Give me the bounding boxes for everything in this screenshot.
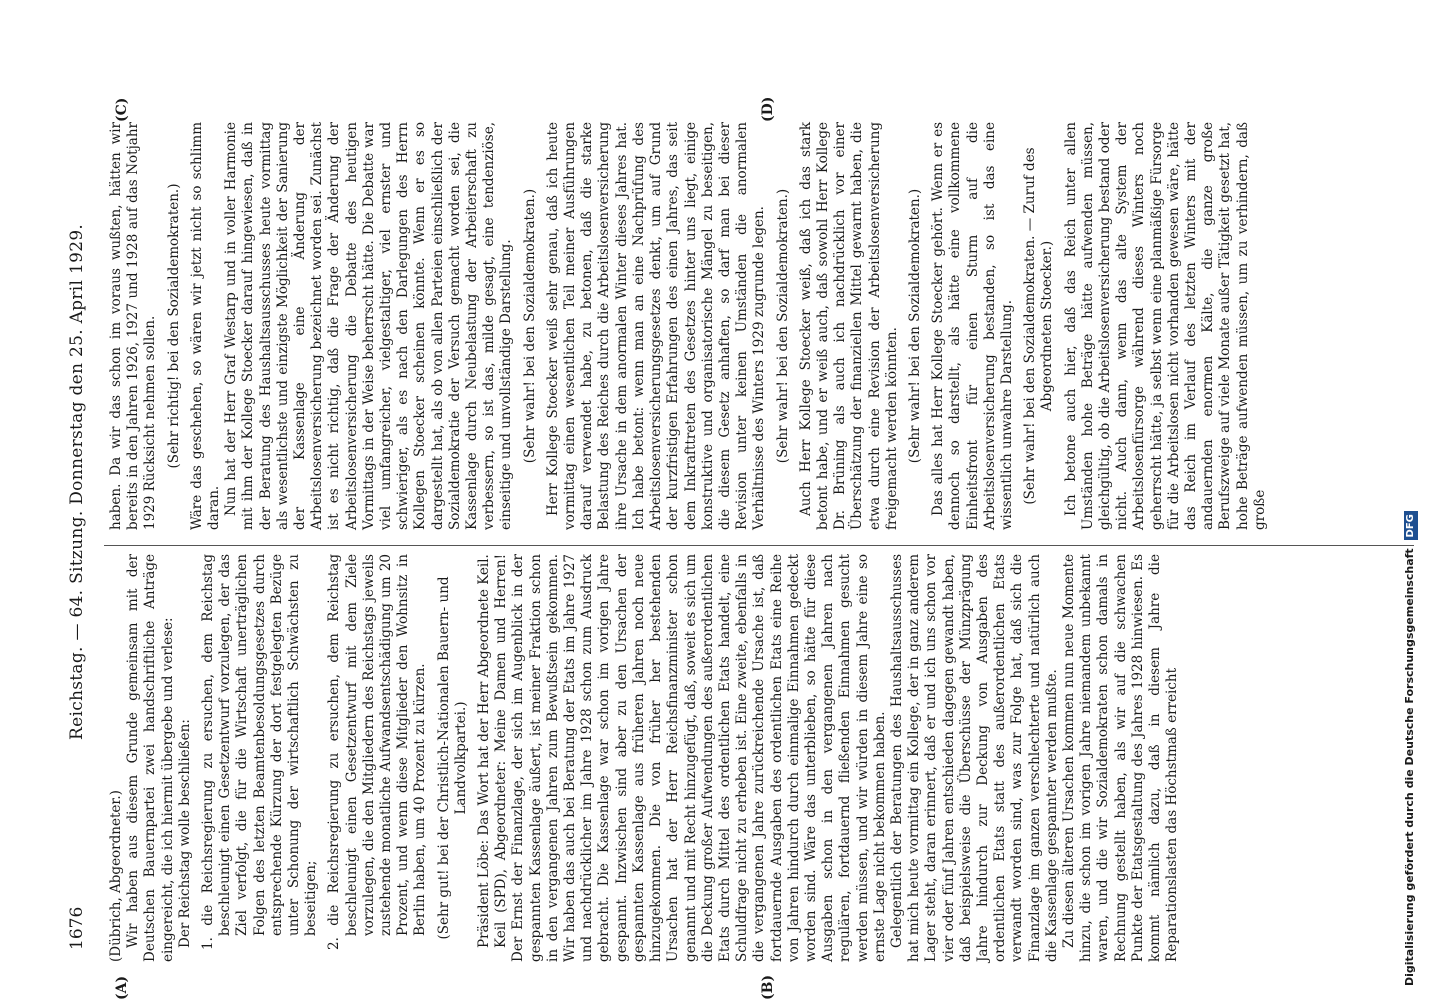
right-column-paragraph: (Sehr richtig! bei den Sozialdemokraten.): [165, 183, 182, 469]
right-column-paragraph: Herr Kollege Stoecker weiß sehr genau, daß ich heute vormittag einen wesentlichen Teil meiner Ausführungen darauf verwendet habe, zu betonen, daß die starke Belastung des Reiches durch die Arbeitslosenversicherung ihre Ursache in dem anormalen Winter dieses Jahres hat. Ich habe betont: wenn man an eine Nachprüfung des Arbeitslosenversicherungsgesetzes denkt, um auf Grund der kurzfristigen Erfahrungen des einen Jahres, das seit dem Inkrafttreten des Gesetzes hinter uns liegt, einige konstruktive und organisatorische Mängel zu beseitigen, die diesem Gesetz anhaften, so darf man bei dieser Revision unter keinen Umständen die anormalen Verhältnisse des Winters 1929 zugrunde legen.: [544, 122, 768, 530]
page-number: 1676: [67, 906, 87, 950]
dfg-logo: DFG: [1404, 511, 1418, 540]
right-column-paragraph: (Sehr wahr! bei den Sozialdemokraten.): [521, 188, 538, 464]
left-column: [108, 554, 1181, 962]
left-column-paragraph: 2. die Reichsregierung zu ersuchen, dem Reichstag beschleunigt einen Gesetzentwurf mit dem Ziele vorzulegen, die den Mitgliedern des Reichstags jeweils zustehende monatliche Aufwandsentschädigung um 20 Prozent, und wenn diese Mitglieder den Wohnsitz in Berlin haben, um 40 Prozent zu kürzen.: [326, 554, 429, 950]
margin-marker-a: (A): [114, 975, 130, 1000]
document-page: [60, 96, 1420, 1000]
left-column-paragraph: 1. die Reichsregierung zu ersuchen, dem Reichstag beschleunigt einen Gesetzentwurf vorzulegen, der das Ziel verfolgt, die für die Wirtschaft unerträglichen Folgen des letzten Beamtenbesoldungsgesetzes durch entsprechende Kürzung der dort festgelegten Bezüge unter Schonung der wirtschaftlich Schwächsten zu beseitigen;: [200, 554, 320, 950]
margin-marker-d: (D): [760, 96, 776, 122]
right-column-paragraph: (Sehr wahr! bei den Sozialdemokraten.): [906, 188, 923, 464]
left-column-paragraph: (Dübrich, Abgeordneter.): [108, 790, 124, 962]
left-column-paragraph: Der Reichstag wolle beschließen:: [176, 719, 193, 948]
right-column-paragraph: (Sehr wahr! bei den Sozialdemokraten.): [774, 188, 791, 464]
page-header: [60, 130, 94, 950]
right-column: [108, 122, 1269, 530]
left-column-paragraph: Keil (SPD), Abgeordneter: Meine Damen und Herren! Der Ernst der Finanzlage, der sich im Augenblick in der gespannten Kassenlage äußert, ist meiner Fraktion schon in den vergangenen Jahren zum Bewußtsein gekommen. Wir haben das auch bei Beratung der Etats im Jahre 1927 und nachdrücklicher im Jahre 1928 schon zum Ausdruck gebracht. Die Kassenlage war schon im vorigen Jahre gespannt. Inzwischen sind aber zu den Ursachen der gespannten Kassenlage aus früheren Jahren noch neue hinzugekommen. Die von früher her bestehenden Ursachen hat der Herr Reichsfinanzminister schon genannt und mit Recht hinzugefügt, daß, soweit es sich um die Deckung großer Aufwendungen des außerordentlichen Etats durch Mittel des ordentlichen Etats handelt, eine Schuldfrage nicht zu erheben ist. Eine zweite, ebenfalls in die vergangenen Jahre zurückreichende Ursache ist, daß fortdauernde Ausgaben des ordentlichen Etats eine Reihe von Jahren hindurch durch einmalige Einnahmen gedeckt worden sind. Wäre das unterblieben, so hätte für diese Ausgaben schon in den vergangenen Jahren nach regulären, fortdauernd fließenden Einnahmen gesucht werden müssen, und wir würden in diesem Jahre eine so ernste Lage nicht bekommen haben.: [493, 554, 888, 962]
page-title: Reichstag. — 64. Sitzung. Donnerstag den 25. April 1929.: [67, 223, 87, 740]
right-column-paragraph: Ich betone auch hier, daß das Reich unter allen Umständen hohe Beträge hätte aufwenden müssen, gleichgültig, ob die Arbeitslosenversicherung bestand oder nicht. Auch dann, wenn das alte System der Arbeitslosenfürsorge während dieses Winters noch geherrscht hätte, ja selbst wenn eine planmäßige Fürsorge für die Arbeitslosen nicht vorhanden gewesen wäre, hätte das Reich im Verlauf des letzten Winters mit der andauernden enormen Kälte, die ganze große Berufszweige auf viele Monate außer Tätigkeit gesetzt hat, hohe Beträge aufwenden müssen, um zu verhindern, daß große: [1062, 122, 1268, 530]
digitization-credit: [1394, 8, 1426, 992]
right-column-paragraph: Auch Herr Kollege Stoecker weiß, daß ich das stark betont habe, und er weiß auch, daß sowohl Herr Kollege Dr. Brüning als auch ich nachdrücklich vor einer Überschätzung der finanziellen Mittel gewarnt haben, die etwa durch eine Revision der Arbeitslosenversicherung freigemacht werden könnten.: [797, 122, 900, 530]
right-column-paragraph: Nun hat der Herr Graf Westarp und in voller Harmonie mit ihm der Kollege Stoecker darauf hingewiesen, daß in der Beratung des Haushaltsausschusses heute vormittag als wesentlichste und einzigste Möglichkeit der Sanierung der Kassenlage eine Änderung der Arbeitslosenversicherung bezeichnet worden sei. Zunächst ist es nicht richtig, daß die Frage der Änderung der Arbeitslosenversicherung die Debatte des heutigen Vormittags in der Weise beherrscht hätte. Die Debatte war viel umfangreicher, vielgestaltiger, viel ernster und schwieriger, als es nach den Darlegungen des Herrn Kollegen Stoecker scheinen könnte. Wenn er es so dargestellt hat, als ob von allen Parteien einschließlich der Sozialdemokratie der Versuch gemacht worden sei, die Kassenlage durch Neubelastung der Arbeiterschaft zu verbessern, so ist das, milde gesagt, eine tendenziöse, einseitige und unvollständige Darstellung.: [223, 122, 515, 530]
column-divider: [104, 545, 1414, 546]
left-column-paragraph: Wir haben aus diesem Grunde gemeinsam mit der Deutschen Bauernpartei zwei handschriftliche Anträge eingereicht, die ich hiermit übergebe und verlese:: [125, 554, 176, 962]
credit-text: Digitalisierung gefördert durch die Deutsche Forschungsgemeinschaft: [1403, 548, 1416, 986]
left-column-paragraph: Präsident Löbe: Das Wort hat der Herr Abgeordnete Keil.: [476, 554, 493, 948]
left-column-paragraph: Zu diesen älteren Ursachen kommen nun neue Momente hinzu, die schon im vorigen Jahre niemandem unbekannt waren, und die wir Sozialdemokraten schon damals in Rechnung gestellt haben, als wir auf die schwachen Punkte der Etatsgestaltung des Jahres 1928 hinwiesen. Es kommt nämlich dazu, daß in diesem Jahre die Reparationslasten das Höchstmaß erreicht: [1060, 554, 1181, 962]
right-column-paragraph: Wäre das geschehen, so wären wir jetzt nicht so schlimm daran.: [188, 122, 223, 530]
margin-marker-c: (C): [114, 97, 130, 122]
right-column-paragraph: Das alles hat Herr Kollege Stoecker gehört. Wenn er es dennoch so darstellt, als hätte eine vollkommene Einheitsfront für einen Sturm auf die Arbeitslosenversicherung bestanden, so ist das eine wissentlich unwahre Darstellung.: [930, 122, 1015, 530]
right-column-paragraph: (Sehr wahr! bei den Sozialdemokraten. — Zuruf des Abgeordneten Stoecker.): [1022, 147, 1056, 505]
left-column-paragraph: Gelegentlich der Beratungen des Haushaltsausschusses hat mich heute vormittag ein Kollege, der in ganz anderem Lager steht, daran erinnert, daß er und ich uns schon vor vier oder fünf Jahren entschieden dagegen gewandt haben, daß beispielsweise die Überschüsse der Münzprägung Jahre hindurch zur Deckung von Ausgaben des ordentlichen Etats statt des außerordentlichen Etats verwandt worden sind, was zur Folge hat, daß sich die Finanzlage im ganzen verschlechterte und natürlich auch die Kassenlage gespannter werden mußte.: [888, 554, 1060, 962]
right-column-paragraph: haben. Da wir das schon im voraus wußten, hätten wir bereits in den Jahren 1926, 1927 und 1928 auf das Notjahr 1929 Rücksicht nehmen sollen.: [108, 122, 159, 530]
left-column-paragraph: (Sehr gut! bei der Christlich-Nationalen Bauern- und Landvolkpartei.): [435, 576, 469, 940]
margin-marker-b: (B): [760, 974, 776, 1000]
